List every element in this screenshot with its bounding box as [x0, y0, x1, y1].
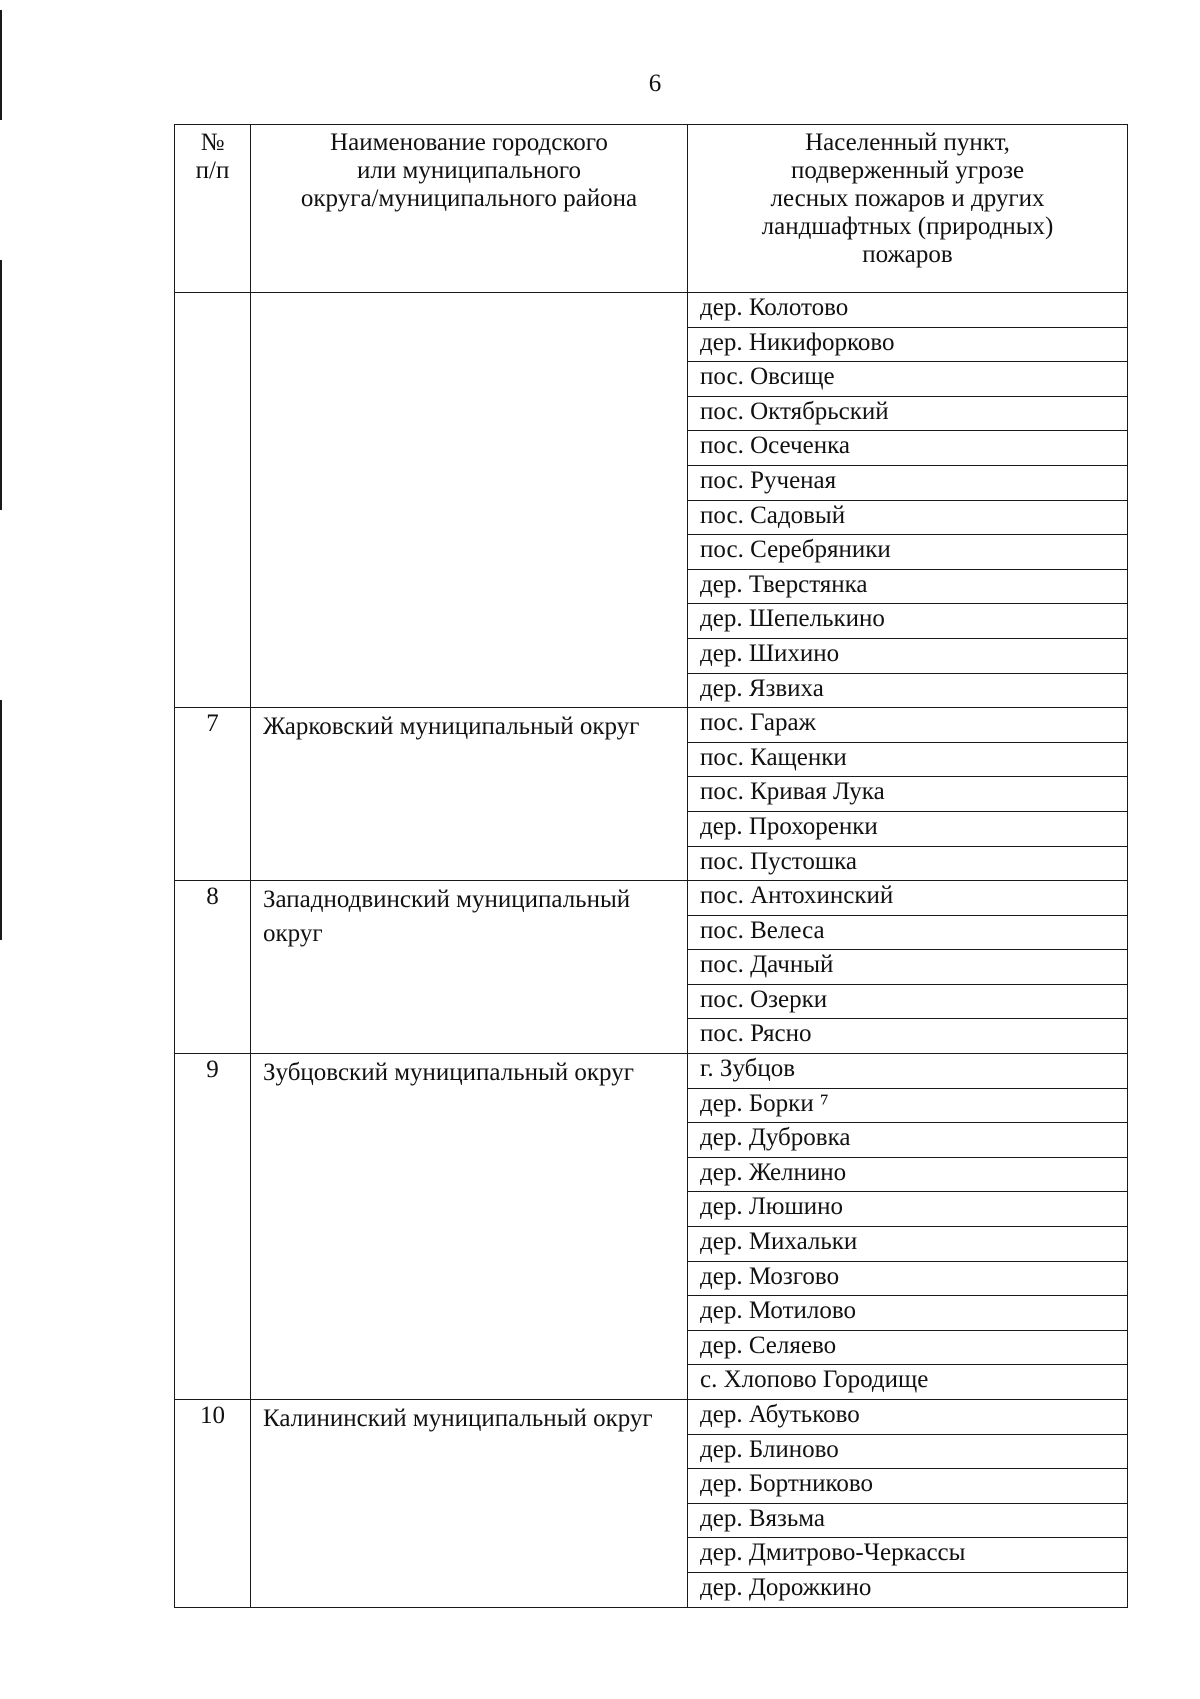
settlement-name: дер. Желнино: [688, 1157, 1128, 1192]
table-row: [175, 708, 1128, 743]
settlement-name: дер. Михальки: [688, 1227, 1128, 1262]
settlement-name: дер. Язвиха: [688, 673, 1128, 708]
settlement-name: пос. Антохинский: [688, 881, 1128, 916]
settlement-name: дер. Шихино: [688, 638, 1128, 673]
table-header-row: [175, 125, 1128, 293]
header-place-line: лесных пожаров и других: [770, 185, 1045, 212]
header-place: [688, 125, 1128, 293]
header-name-line: округа/муниципального района: [300, 185, 638, 212]
table-row: [175, 1054, 1128, 1089]
settlement-name: пос. Дачный: [688, 950, 1128, 985]
settlement-name: дер. Мозгово: [688, 1261, 1128, 1296]
settlement-name: пос. Кащенки: [688, 742, 1128, 777]
settlement-name: дер. Вязьма: [688, 1503, 1128, 1538]
row-number: 9: [175, 1054, 251, 1400]
district-name: Западнодвинский муниципальный округ: [251, 881, 688, 1054]
settlement-name: дер. Шепелькино: [688, 604, 1128, 639]
settlement-name: пос. Садовый: [688, 500, 1128, 535]
settlement-name: с. Хлопово Городище: [688, 1365, 1128, 1400]
header-place-line: подверженный угрозе: [790, 157, 1025, 184]
settlement-name: дер. Дубровка: [688, 1123, 1128, 1158]
settlement-name: дер. Селяево: [688, 1330, 1128, 1365]
district-name: Калининский муниципальный округ: [251, 1400, 688, 1608]
header-name-line: Наименование городского: [330, 129, 608, 156]
table-row: [175, 1400, 1128, 1435]
settlement-name: г. Зубцов: [688, 1054, 1128, 1089]
settlement-name: пос. Овсище: [688, 362, 1128, 397]
settlement-name: пос. Осеченка: [688, 431, 1128, 466]
scan-mark-left: [0, 10, 2, 120]
settlement-name: дер. Колотово: [688, 293, 1128, 328]
settlement-name: пос. Серебряники: [688, 535, 1128, 570]
row-number: 10: [175, 1400, 251, 1608]
row-number: 8: [175, 881, 251, 1054]
settlement-name: пос. Октябрьский: [688, 396, 1128, 431]
settlements-table: [174, 124, 1128, 1608]
header-num-line: №: [200, 129, 225, 156]
settlement-name: дер. Люшино: [688, 1192, 1128, 1227]
settlement-name: дер. Тверстянка: [688, 569, 1128, 604]
settlement-name: дер. Мотилово: [688, 1296, 1128, 1331]
scan-mark-left-3: [0, 700, 2, 940]
settlement-name: дер. Дмитрово-Черкассы: [688, 1538, 1128, 1573]
header-num-line: п/п: [195, 157, 230, 184]
header-name: [251, 125, 688, 293]
header-place-line: ландшафтных (природных): [761, 213, 1054, 240]
settlement-name: пос. Рученая: [688, 465, 1128, 500]
header-place-line: Населенный пункт,: [805, 129, 1010, 156]
settlement-name: дер. Никифорково: [688, 327, 1128, 362]
table-body: [175, 293, 1128, 1608]
settlement-name: пос. Пустошка: [688, 846, 1128, 881]
settlement-name: пос. Озерки: [688, 984, 1128, 1019]
settlement-name: дер. Борки ⁷: [688, 1088, 1128, 1123]
scan-mark-left-2: [0, 260, 2, 510]
page-number: 6: [648, 70, 662, 97]
settlement-name: дер. Абутьково: [688, 1400, 1128, 1435]
settlement-name: дер. Прохоренки: [688, 811, 1128, 846]
settlement-name: дер. Бортниково: [688, 1469, 1128, 1504]
settlement-name: пос. Кривая Лука: [688, 777, 1128, 812]
table-row: [175, 881, 1128, 916]
settlement-name: пос. Гараж: [688, 708, 1128, 743]
settlement-name: дер. Дорожкино: [688, 1572, 1128, 1607]
table-row: [175, 293, 1128, 328]
settlement-name: дер. Блиново: [688, 1434, 1128, 1469]
settlement-name: пос. Рясно: [688, 1019, 1128, 1054]
row-number: 7: [175, 708, 251, 881]
header-name-line: или муниципального: [357, 157, 581, 184]
district-name: Зубцовский муниципальный округ: [251, 1054, 688, 1400]
district-name: Жарковский муниципальный округ: [251, 708, 688, 881]
row-number: [175, 293, 251, 708]
district-name: [251, 293, 688, 708]
header-place-line: пожаров: [862, 241, 953, 268]
header-num: [175, 125, 251, 293]
settlement-name: пос. Велеса: [688, 915, 1128, 950]
